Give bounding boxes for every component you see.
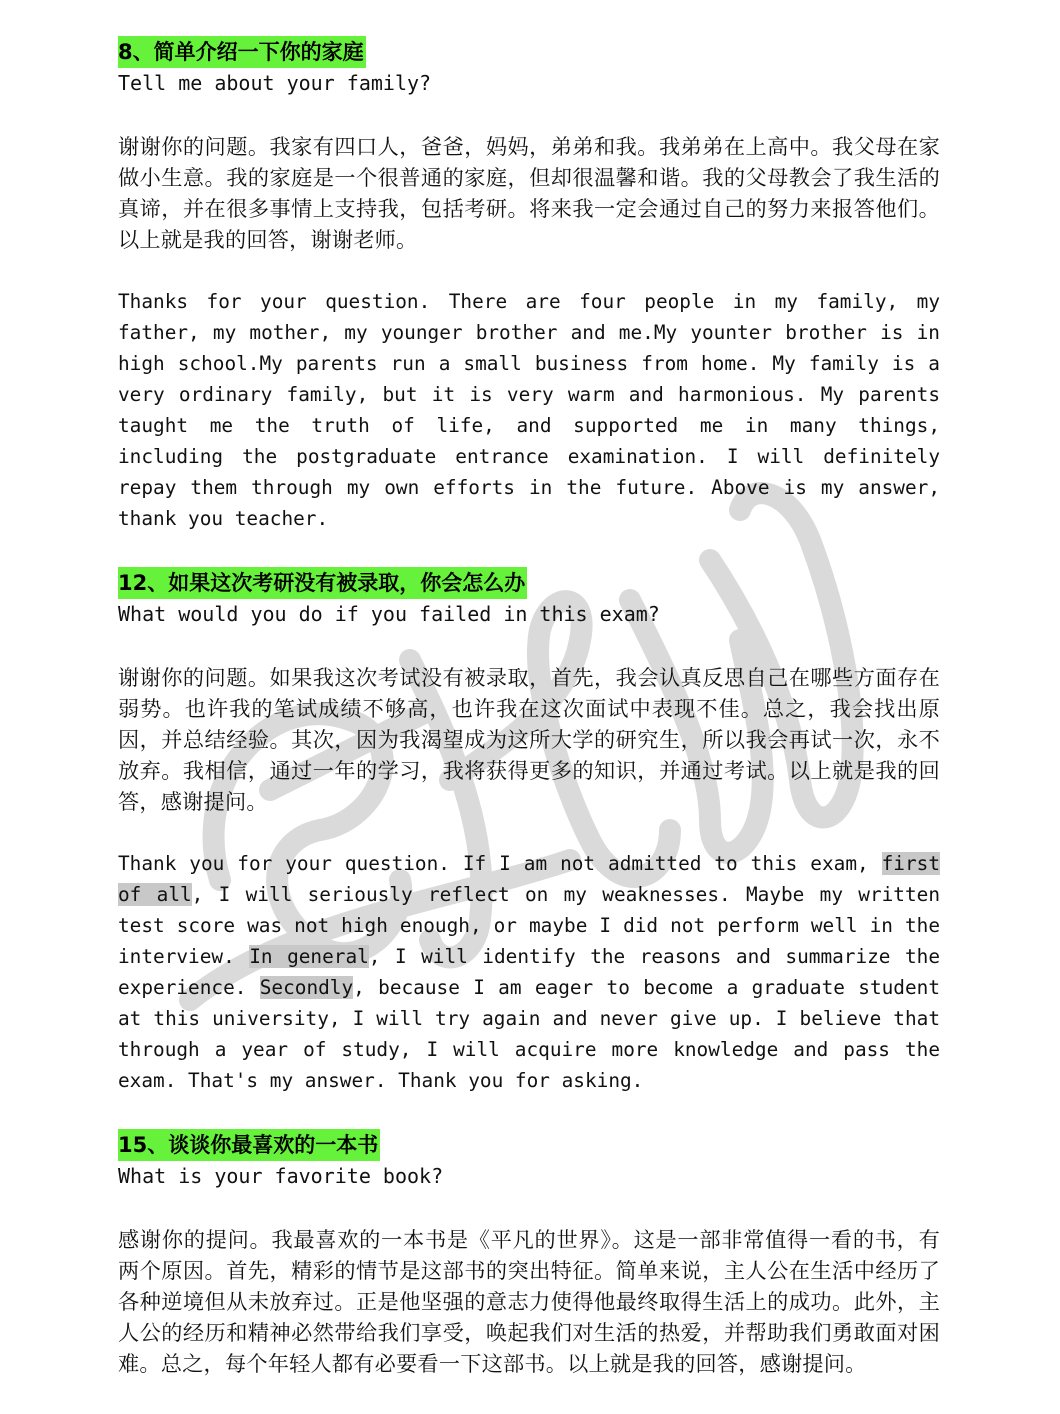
answer-text: , because I am eager to become a graduate student at this university, I will try again and never give up. I believe that through a year of study, I will acquire more knowledge and pass the exam. That's my answer. Thank you for asking.: [118, 976, 940, 1092]
answer-text: , I will seriously reflect on my weaknesses. Maybe my written test score was not high enough, or maybe I did not perform well in the interview.: [118, 883, 941, 968]
section-heading: 15、谈谈你最喜欢的一本书: [118, 1129, 380, 1161]
answer-text: Thank you for your question. If I am not admitted to this exam,: [118, 852, 882, 875]
highlighted-phrase: In general: [249, 945, 369, 968]
answer-text: , I will identify the reasons and summarize the experience.: [118, 945, 940, 999]
answer-chinese: 谢谢你的问题。我家有四口人，爸爸，妈妈，弟弟和我。我弟弟在上高中。我父母在家做小生意。我的家庭是一个很普通的家庭，但却很温馨和谐。我的父母教会了我生活的真谛，并在很多事情上支持我，包括考研。将来我一定会通过自己的努力来报答他们。以上就是我的回答，谢谢老师。: [118, 134, 940, 252]
section-heading: 12、如果这次考研没有被录取，你会怎么办: [118, 567, 527, 599]
answer-english: [118, 848, 940, 1096]
qa-section-family: [118, 36, 940, 534]
answer-chinese: 感谢你的提问。我最喜欢的一本书是《平凡的世界》。这是一部非常值得一看的书，有两个原因。首先，精彩的情节是这部书的突出特征。简单来说，主人公在生活中经历了各种逆境但从未放弃过。正是他坚强的意志力使得他最终取得生活上的成功。此外，主人公的经历和精神必然带给我们享受，唤起我们对生活的热爱，并帮助我们勇敢面对困难。总之，每个年轻人都有必要看一下这部书。以上就是我的回答，感谢提问。: [118, 1227, 940, 1376]
highlighted-phrase: first of all: [118, 852, 940, 906]
qa-content: [118, 36, 940, 1379]
question-english: Tell me about your family?: [118, 71, 432, 95]
question-english: What would you do if you failed in this exam?: [118, 602, 660, 626]
question-english: What is your favorite book?: [118, 1164, 444, 1188]
qa-section-favorite-book: [118, 1129, 940, 1379]
answer-english: Thanks for your question. There are four people in my family, my father, my mother, my younger brother and me.My younter brother is in high school.My parents run a small business from home. My family is a very ordinary family, but it is very warm and harmonious. My parents taught me the truth of life, and supported me in many things, including the postgraduate entrance examination. I will definitely repay them through my own efforts in the future. Above is my answer, thank you teacher.: [118, 290, 940, 530]
highlighted-phrase: Secondly: [259, 976, 354, 999]
answer-chinese: 谢谢你的问题。如果我这次考试没有被录取，首先，我会认真反思自己在哪些方面存在弱势。也许我的笔试成绩不够高，也许我在这次面试中表现不佳。总之，我会找出原因，并总结经验。其次，因为我渴望成为这所大学的研究生，所以我会再试一次，永不放弃。我相信，通过一年的学习，我将获得更多的知识，并通过考试。以上就是我的回答，感谢提问。: [118, 665, 940, 814]
qa-section-failed-exam: [118, 567, 940, 1096]
section-heading: 8、简单介绍一下你的家庭: [118, 36, 366, 68]
